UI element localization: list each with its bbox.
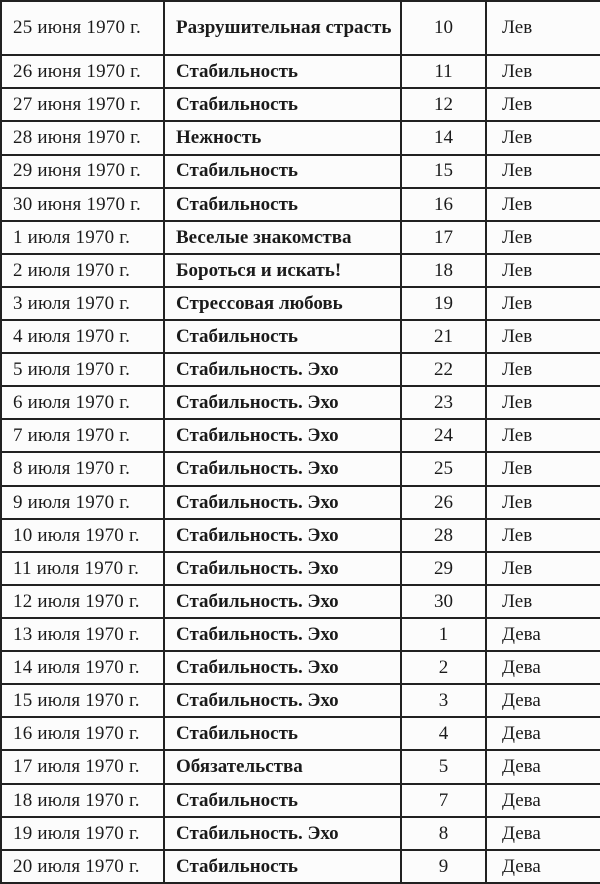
table-row xyxy=(1,188,600,221)
zodiac-sign-cell: Лев xyxy=(486,452,600,485)
number-cell: 10 xyxy=(401,1,486,55)
table-row xyxy=(1,552,600,585)
event-cell: Стабильность. Эхо xyxy=(164,651,401,684)
date-cell: 9 июля 1970 г. xyxy=(1,486,164,519)
date-cell: 3 июля 1970 г. xyxy=(1,287,164,320)
number-cell: 1 xyxy=(401,618,486,651)
zodiac-sign-cell: Лев xyxy=(486,188,600,221)
table-row xyxy=(1,155,600,188)
table-row xyxy=(1,452,600,485)
event-cell: Стабильность xyxy=(164,155,401,188)
number-cell: 3 xyxy=(401,684,486,717)
number-cell: 21 xyxy=(401,320,486,353)
event-cell: Стабильность. Эхо xyxy=(164,519,401,552)
event-cell: Стабильность. Эхо xyxy=(164,452,401,485)
table-row xyxy=(1,717,600,750)
table-row xyxy=(1,419,600,452)
number-cell: 28 xyxy=(401,519,486,552)
date-cell: 17 июля 1970 г. xyxy=(1,750,164,783)
number-cell: 22 xyxy=(401,353,486,386)
event-cell: Стабильность. Эхо xyxy=(164,353,401,386)
zodiac-sign-cell: Лев xyxy=(486,287,600,320)
event-cell: Веселые знакомства xyxy=(164,221,401,254)
table-row xyxy=(1,254,600,287)
number-cell: 4 xyxy=(401,717,486,750)
table-body xyxy=(1,1,600,883)
zodiac-sign-cell: Лев xyxy=(486,386,600,419)
table-row xyxy=(1,88,600,121)
date-cell: 1 июля 1970 г. xyxy=(1,221,164,254)
table-row xyxy=(1,850,600,883)
number-cell: 25 xyxy=(401,452,486,485)
event-cell: Стабильность. Эхо xyxy=(164,817,401,850)
number-cell: 17 xyxy=(401,221,486,254)
date-cell: 16 июля 1970 г. xyxy=(1,717,164,750)
number-cell: 18 xyxy=(401,254,486,287)
zodiac-sign-cell: Лев xyxy=(486,552,600,585)
zodiac-sign-cell: Лев xyxy=(486,121,600,154)
number-cell: 19 xyxy=(401,287,486,320)
zodiac-sign-cell: Лев xyxy=(486,320,600,353)
event-cell: Стабильность. Эхо xyxy=(164,618,401,651)
table-row xyxy=(1,320,600,353)
date-cell: 14 июля 1970 г. xyxy=(1,651,164,684)
date-cell: 4 июля 1970 г. xyxy=(1,320,164,353)
event-cell: Обязательства xyxy=(164,750,401,783)
zodiac-sign-cell: Лев xyxy=(486,155,600,188)
number-cell: 11 xyxy=(401,55,486,88)
table-row xyxy=(1,817,600,850)
number-cell: 24 xyxy=(401,419,486,452)
table-row xyxy=(1,1,600,55)
date-cell: 19 июля 1970 г. xyxy=(1,817,164,850)
date-cell: 11 июля 1970 г. xyxy=(1,552,164,585)
date-cell: 5 июля 1970 г. xyxy=(1,353,164,386)
event-cell: Стабильность. Эхо xyxy=(164,419,401,452)
date-cell: 15 июля 1970 г. xyxy=(1,684,164,717)
zodiac-sign-cell: Лев xyxy=(486,55,600,88)
zodiac-sign-cell: Лев xyxy=(486,486,600,519)
number-cell: 12 xyxy=(401,88,486,121)
zodiac-sign-cell: Дева xyxy=(486,850,600,883)
date-cell: 13 июля 1970 г. xyxy=(1,618,164,651)
event-cell: Стабильность. Эхо xyxy=(164,585,401,618)
event-cell: Стабильность xyxy=(164,88,401,121)
date-cell: 28 июня 1970 г. xyxy=(1,121,164,154)
number-cell: 29 xyxy=(401,552,486,585)
table-row xyxy=(1,221,600,254)
event-cell: Стабильность xyxy=(164,188,401,221)
number-cell: 2 xyxy=(401,651,486,684)
event-cell: Стабильность. Эхо xyxy=(164,684,401,717)
event-cell: Стабильность. Эхо xyxy=(164,552,401,585)
number-cell: 9 xyxy=(401,850,486,883)
date-cell: 10 июля 1970 г. xyxy=(1,519,164,552)
date-cell: 20 июля 1970 г. xyxy=(1,850,164,883)
table-row xyxy=(1,651,600,684)
date-cell: 6 июля 1970 г. xyxy=(1,386,164,419)
zodiac-sign-cell: Лев xyxy=(486,585,600,618)
zodiac-sign-cell: Дева xyxy=(486,750,600,783)
table-row xyxy=(1,287,600,320)
event-cell: Стабильность. Эхо xyxy=(164,486,401,519)
zodiac-sign-cell: Лев xyxy=(486,221,600,254)
event-cell: Стабильность. Эхо xyxy=(164,386,401,419)
table-row xyxy=(1,353,600,386)
zodiac-sign-cell: Лев xyxy=(486,1,600,55)
number-cell: 5 xyxy=(401,750,486,783)
event-cell: Стабильность xyxy=(164,320,401,353)
zodiac-sign-cell: Дева xyxy=(486,684,600,717)
date-cell: 2 июля 1970 г. xyxy=(1,254,164,287)
zodiac-sign-cell: Дева xyxy=(486,651,600,684)
zodiac-sign-cell: Дева xyxy=(486,784,600,817)
event-cell: Стабильность xyxy=(164,717,401,750)
event-cell: Бороться и искать! xyxy=(164,254,401,287)
zodiac-sign-cell: Лев xyxy=(486,519,600,552)
number-cell: 15 xyxy=(401,155,486,188)
number-cell: 8 xyxy=(401,817,486,850)
date-cell: 25 июня 1970 г. xyxy=(1,1,164,55)
table-row xyxy=(1,618,600,651)
event-cell: Стрессовая любовь xyxy=(164,287,401,320)
zodiac-sign-cell: Лев xyxy=(486,419,600,452)
table-row xyxy=(1,486,600,519)
number-cell: 30 xyxy=(401,585,486,618)
zodiac-sign-cell: Лев xyxy=(486,254,600,287)
zodiac-sign-cell: Лев xyxy=(486,353,600,386)
table-row xyxy=(1,55,600,88)
event-cell: Нежность xyxy=(164,121,401,154)
zodiac-sign-cell: Дева xyxy=(486,817,600,850)
date-cell: 27 июня 1970 г. xyxy=(1,88,164,121)
event-cell: Стабильность xyxy=(164,784,401,817)
date-cell: 26 июня 1970 г. xyxy=(1,55,164,88)
table-row xyxy=(1,684,600,717)
date-cell: 8 июля 1970 г. xyxy=(1,452,164,485)
event-cell: Стабильность xyxy=(164,55,401,88)
table-row xyxy=(1,585,600,618)
date-cell: 18 июля 1970 г. xyxy=(1,784,164,817)
event-cell: Стабильность xyxy=(164,850,401,883)
event-cell: Разрушительная страсть xyxy=(164,1,401,55)
number-cell: 7 xyxy=(401,784,486,817)
number-cell: 26 xyxy=(401,486,486,519)
zodiac-sign-cell: Лев xyxy=(486,88,600,121)
table-row xyxy=(1,121,600,154)
zodiac-sign-cell: Дева xyxy=(486,717,600,750)
date-cell: 30 июня 1970 г. xyxy=(1,188,164,221)
number-cell: 14 xyxy=(401,121,486,154)
table-row xyxy=(1,784,600,817)
date-cell: 29 июня 1970 г. xyxy=(1,155,164,188)
table-row xyxy=(1,386,600,419)
date-cell: 12 июля 1970 г. xyxy=(1,585,164,618)
table-row xyxy=(1,750,600,783)
date-cell: 7 июля 1970 г. xyxy=(1,419,164,452)
number-cell: 16 xyxy=(401,188,486,221)
number-cell: 23 xyxy=(401,386,486,419)
zodiac-sign-cell: Дева xyxy=(486,618,600,651)
table-row xyxy=(1,519,600,552)
